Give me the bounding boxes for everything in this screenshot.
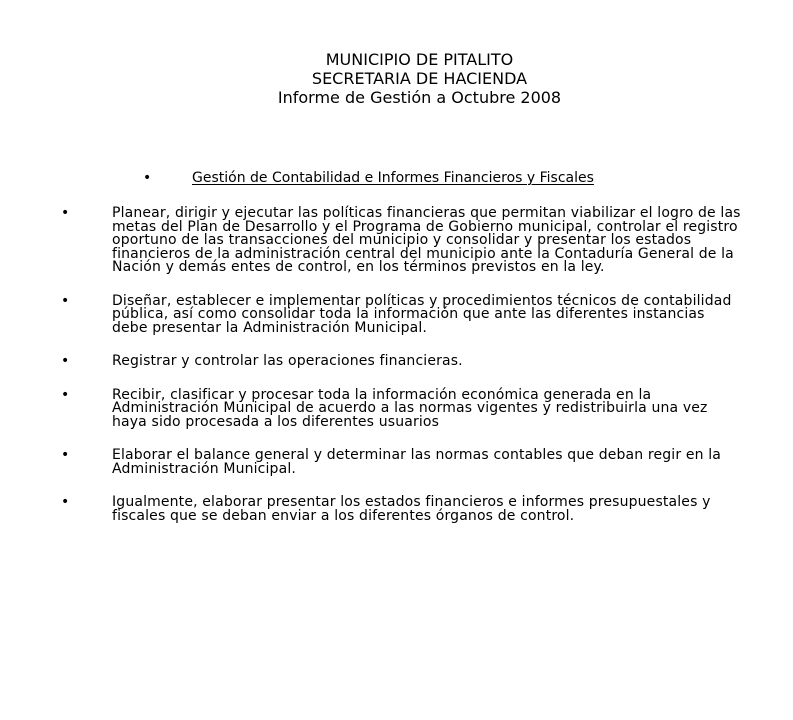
section-title: Gestión de Contabilidad e Informes Financieros y Fiscales [192,170,594,186]
list-item [0,355,793,369]
list-item [0,449,793,476]
list-bullet: • [61,353,70,369]
list-bullet: • [61,205,70,221]
list-bullet: • [61,292,70,309]
department-title: SECRETARIA DE HACIENDA [311,69,528,88]
list-item-text: Planear, dirigir y ejecutar las políticas financieras que permitan viabilizar el logro de las metas del Plan de Desarrollo y el Programa de Gobierno municipal, controlar el registro oportuno de las transacciones del municipio y consolidar y presentar los estados financieros de la administración central del municipio ante la Contaduría General de la Nación y demás entes de control, en los términos previstos en la ley. [112,205,741,275]
list-item-text: Elaborar el balance general y determinar las normas contables que deban regir en la Administración Municipal. [112,447,721,477]
list-item [0,207,793,275]
list-item [0,386,793,430]
list-item [0,292,793,336]
list-bullet: • [61,494,70,510]
municipality-title: MUNICIPIO DE PITALITO [325,50,514,69]
document-header [0,50,793,107]
list-item [0,496,793,523]
list-item-text: Registrar y controlar las operaciones financieras. [112,353,463,369]
report-title: Informe de Gestión a Octubre 2008 [277,88,562,107]
list-bullet: • [61,386,70,403]
section-bullet: • [143,170,152,186]
function-list [0,207,793,543]
list-bullet: • [61,447,70,463]
list-item-text: Recibir, clasificar y procesar toda la información económica generada en la Administración Municipal de acuerdo a las normas vigentes y redistribuirla una vez haya sido procesada a los diferentes usuarios [112,386,708,430]
list-item-text: Igualmente, elaborar presentar los estados financieros e informes presupuestales y fiscales que se deban enviar a los diferentes órganos de control. [112,494,711,524]
list-item-text: Diseñar, establecer e implementar políticas y procedimientos técnicos de contabilidad pública, así como consolidar toda la información que ante las diferentes instancias debe presentar la Administración Municipal. [112,292,732,336]
